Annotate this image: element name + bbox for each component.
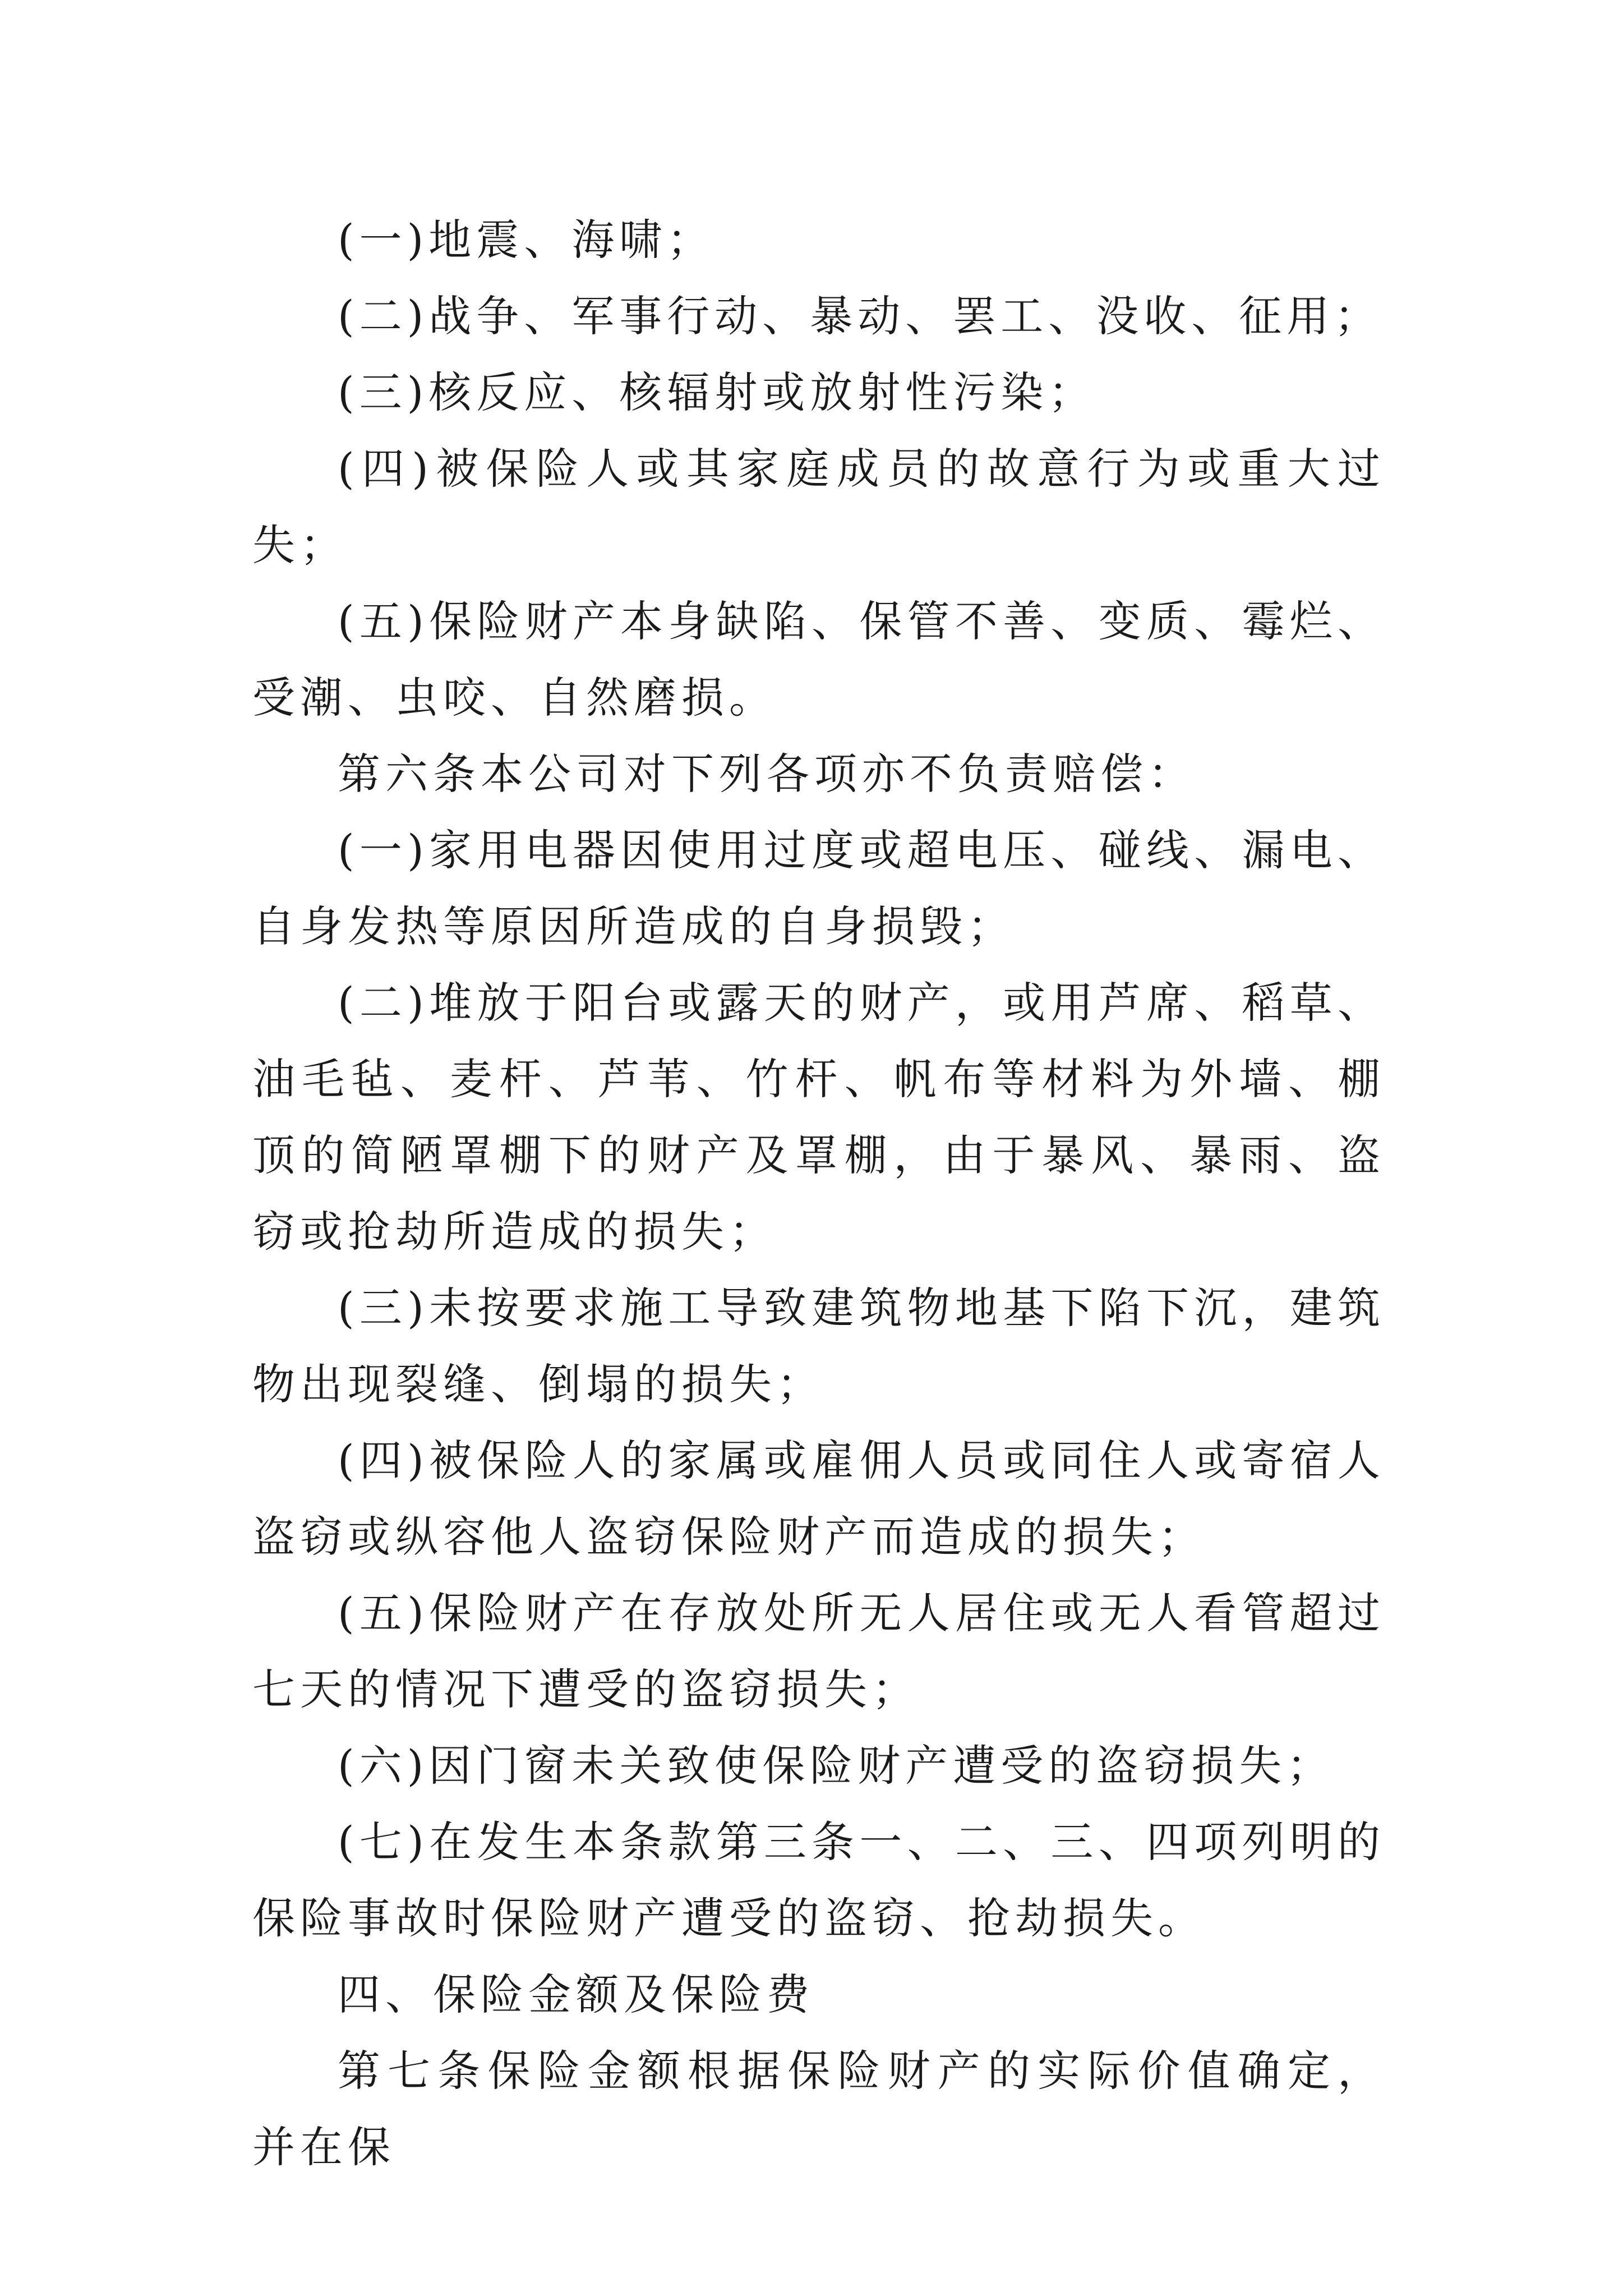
paragraph-exclusion-war: (二)战争、军事行动、暴动、罢工、没收、征用； — [338, 291, 1382, 341]
article-six-heading: 第六条本公司对下列各项亦不负责赔偿： — [338, 749, 1196, 799]
document-body — [252, 202, 1385, 2185]
section-four-heading: 四、保险金额及保险费 — [338, 1970, 814, 2019]
paragraph-exclusion-earthquake: (一)地震、海啸； — [338, 215, 715, 265]
paragraph-foundation: (三)未按要求施工导致建筑物地基下陷下沉，建筑物出现裂缝、倒塌的损失； — [252, 1283, 1385, 1409]
paragraph-exclusion-defects: (五)保险财产本身缺陷、保管不善、变质、霉烂、受潮、虫咬、自然磨损。 — [252, 596, 1385, 723]
paragraph-open-windows: (六)因门窗未关致使保险财产遭受的盗窃损失； — [338, 1741, 1335, 1791]
paragraph-household-theft: (四)被保险人的家属或雇佣人员或同住人或寄宿人盗窃或纵容他人盗窃保险财产而造成的损失； — [252, 1435, 1385, 1562]
article-seven-text: 第七条保险金额根据保险财产的实际价值确定，并在保 — [252, 2046, 1385, 2172]
paragraph-appliances: (一)家用电器因使用过度或超电压、碰线、漏电、自身发热等原因所造成的自身损毁； — [252, 825, 1385, 951]
paragraph-outdoor-property: (二)堆放于阳台或露天的财产，或用芦席、稻草、油毛毡、麦杆、芦苇、竹杆、帆布等材料为外墙、棚顶的简陋罩棚下的财产及罩棚，由于暴风、暴雨、盗窃或抢劫所造成的损失； — [252, 978, 1385, 1257]
paragraph-unattended: (五)保险财产在存放处所无人居住或无人看管超过七天的情况下遭受的盗窃损失； — [252, 1588, 1385, 1714]
paragraph-accident-theft: (七)在发生本条款第三条一、二、三、四项列明的保险事故时保险财产遭受的盗窃、抢劫损失。 — [252, 1817, 1385, 1943]
paragraph-exclusion-intentional: (四)被保险人或其家庭成员的故意行为或重大过失； — [252, 444, 1385, 570]
paragraph-exclusion-nuclear: (三)核反应、核辐射或放射性污染； — [338, 367, 1096, 417]
